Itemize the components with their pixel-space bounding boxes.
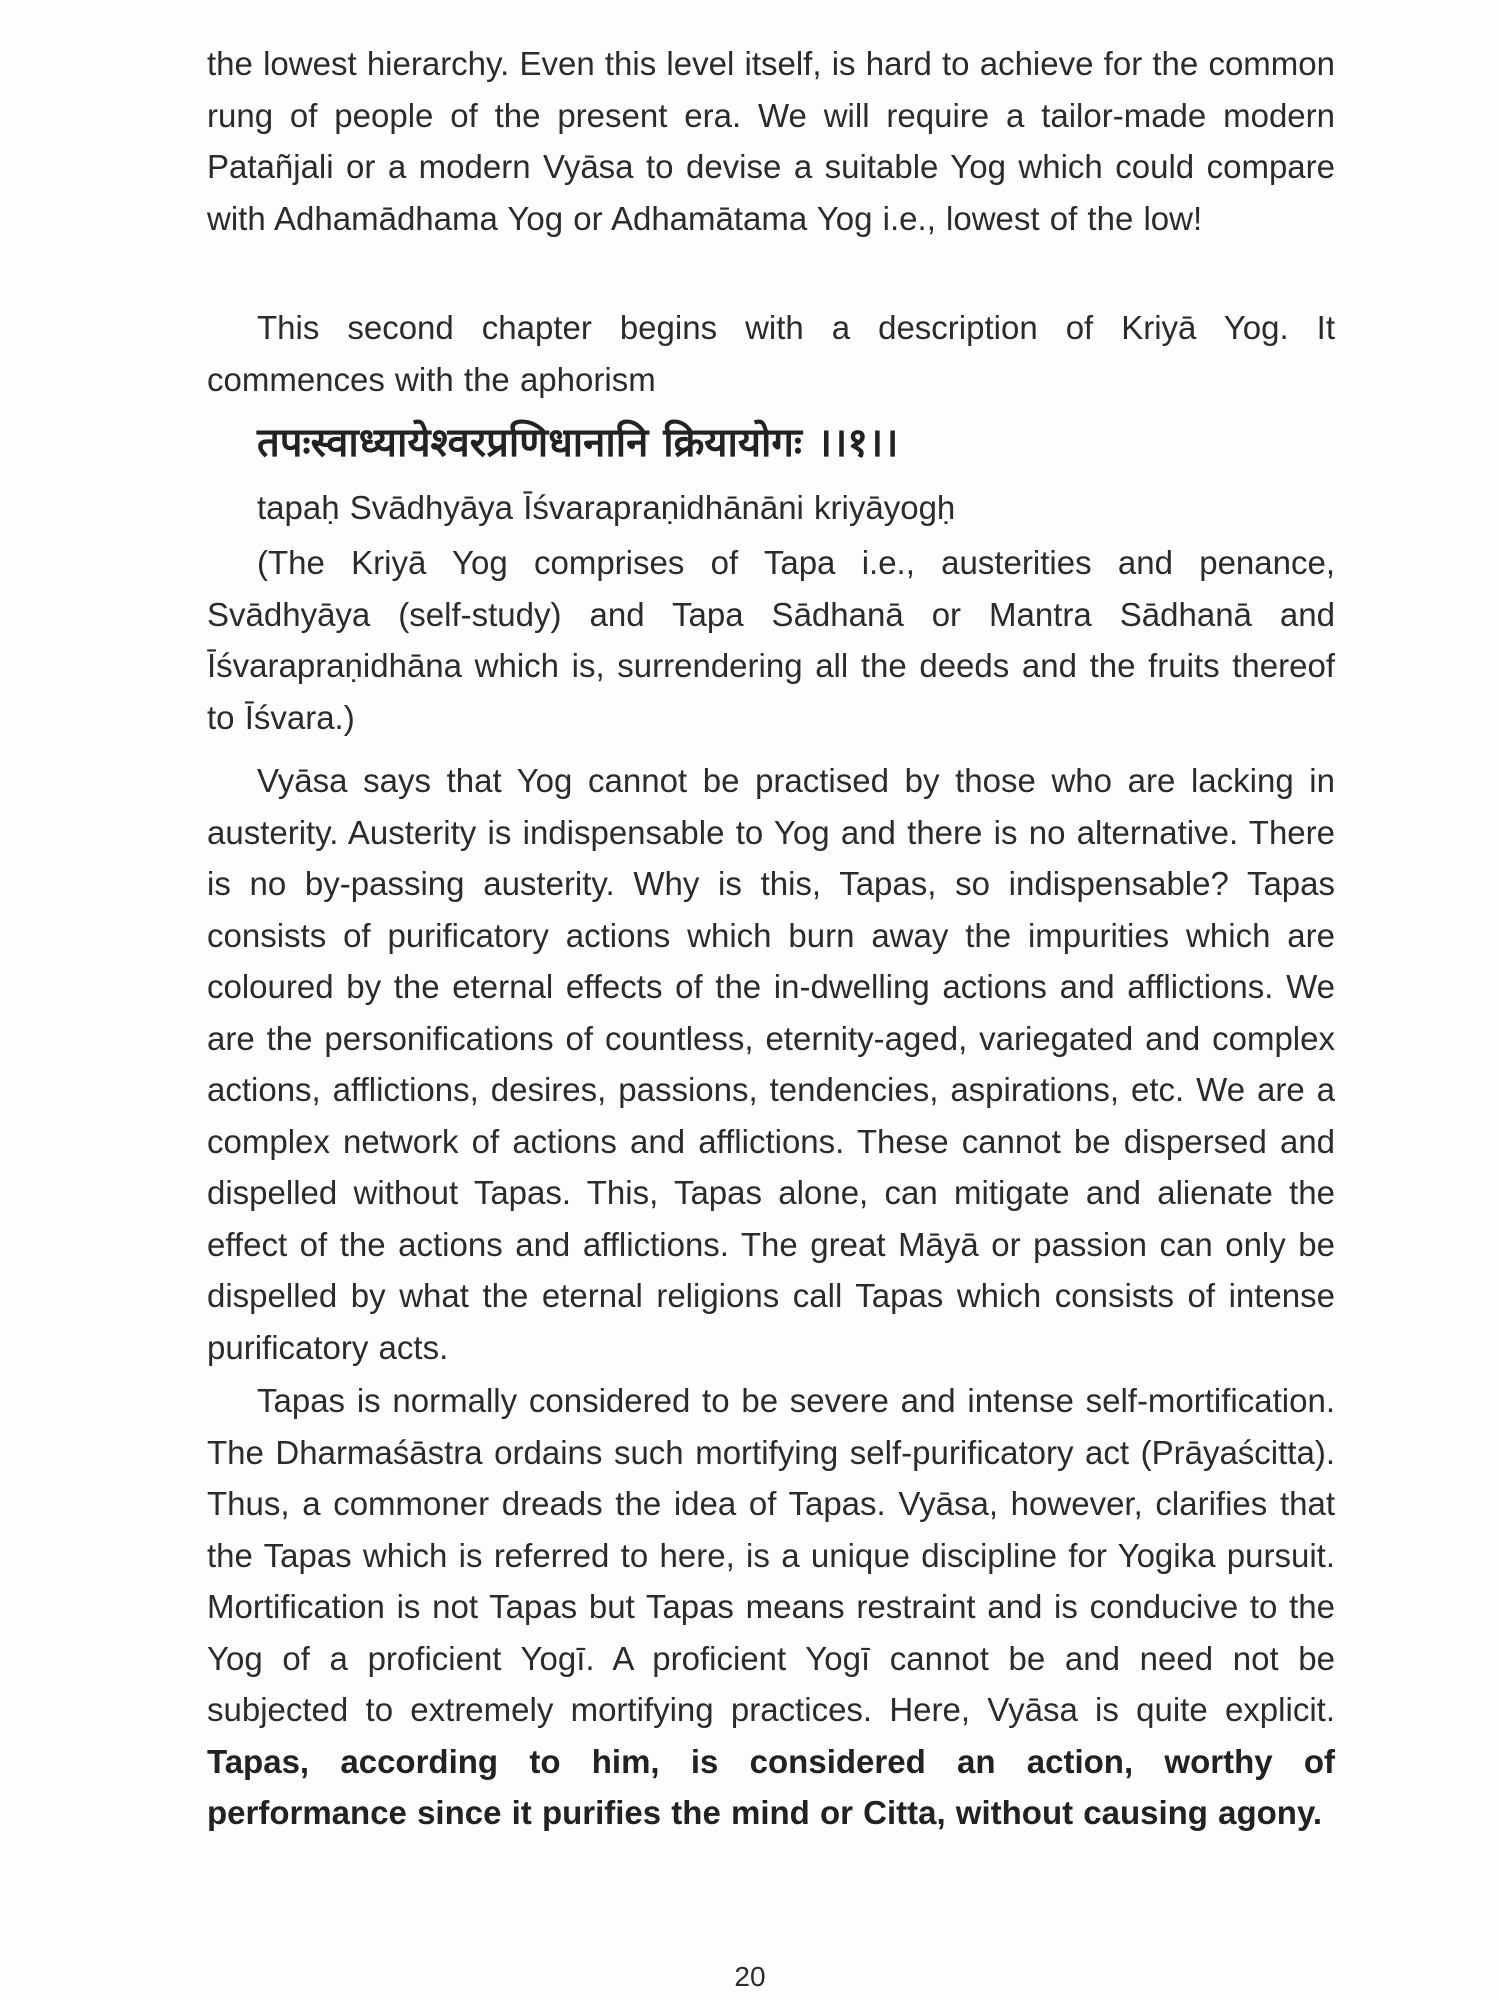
paragraph-tapas-definition	[207, 1375, 1335, 1839]
paragraph-tapas-regular-text: Tapas is normally considered to be severe and intense self-mortification. The Dharmaśāstra ordains such mortifying self-purificatory act (Prāyaścitta). Thus, a commoner dreads the idea of Tapas. Vyāsa, however, clarifies that the Tapas which is referred to here, is a unique discipline for Yogika pursuit. Mortification is not Tapas but Tapas means restraint and is conducive to the Yog of a proficient Yogī. A proficient Yogī cannot be and need not be subjected to extremely mortifying practices. Here, Vyāsa is quite explicit.	[207, 1382, 1335, 1728]
paragraph-tapas-emphasis: Tapas, according to him, is considered an action, worthy of performance since it purifies the mind or Citta, without causing agony.	[207, 1742, 1335, 1831]
paragraph-continuation: the lowest hierarchy. Even this level itself, is hard to achieve for the common rung of people of the present era. We will require a tailor-made modern Patañjali or a modern Vyāsa to devise a suitable Yog which could compare with Adhamādhama Yog or Adhamātama Yog i.e., lowest of the low!	[207, 45, 1335, 237]
paragraph-austerity: Vyāsa says that Yog cannot be practised by those who are lacking in austerity. Austerity is indispensable to Yog and there is no alternative. There is no by-passing austerity. Why is this, Tapas, so indispensable? Tapas consists of purificatory actions which burn away the impurities which are coloured by the eternal effects of the in-dwelling actions and afflictions. We are the personifications of countless, eternity-aged, variegated and complex actions, afflictions, desires, passions, tendencies, aspirations, etc. We are a complex network of actions and afflictions. These cannot be dispersed and dispelled without Tapas. This, Tapas alone, can mitigate and alienate the effect of the actions and afflictions. The great Māyā or passion can only be dispelled by what the eternal religions call Tapas which consists of intense purificatory acts.	[207, 762, 1335, 1366]
paragraph-chapter-intro: This second chapter begins with a description of Kriyā Yog. It commences with the aphorism	[207, 309, 1335, 398]
page-number: 20	[734, 1961, 766, 1992]
sutra-transliteration: tapaḥ Svādhyāya Īśvarapraṇidhānāni kriyāyogḥ	[257, 489, 956, 526]
paragraph-sutra-translation: (The Kriyā Yog comprises of Tapa i.e., austerities and penance, Svādhyāya (self-study) and Tapa Sādhanā or Mantra Sādhanā and Īśvarapraṇidhāna which is, surrendering all the deeds and the fruits thereof to Īśvara.)	[207, 544, 1335, 736]
sutra-devanagari: तपःस्वाध्यायेश्वरप्रणिधानानि क्रियायोगः ।।१।।	[257, 419, 899, 466]
